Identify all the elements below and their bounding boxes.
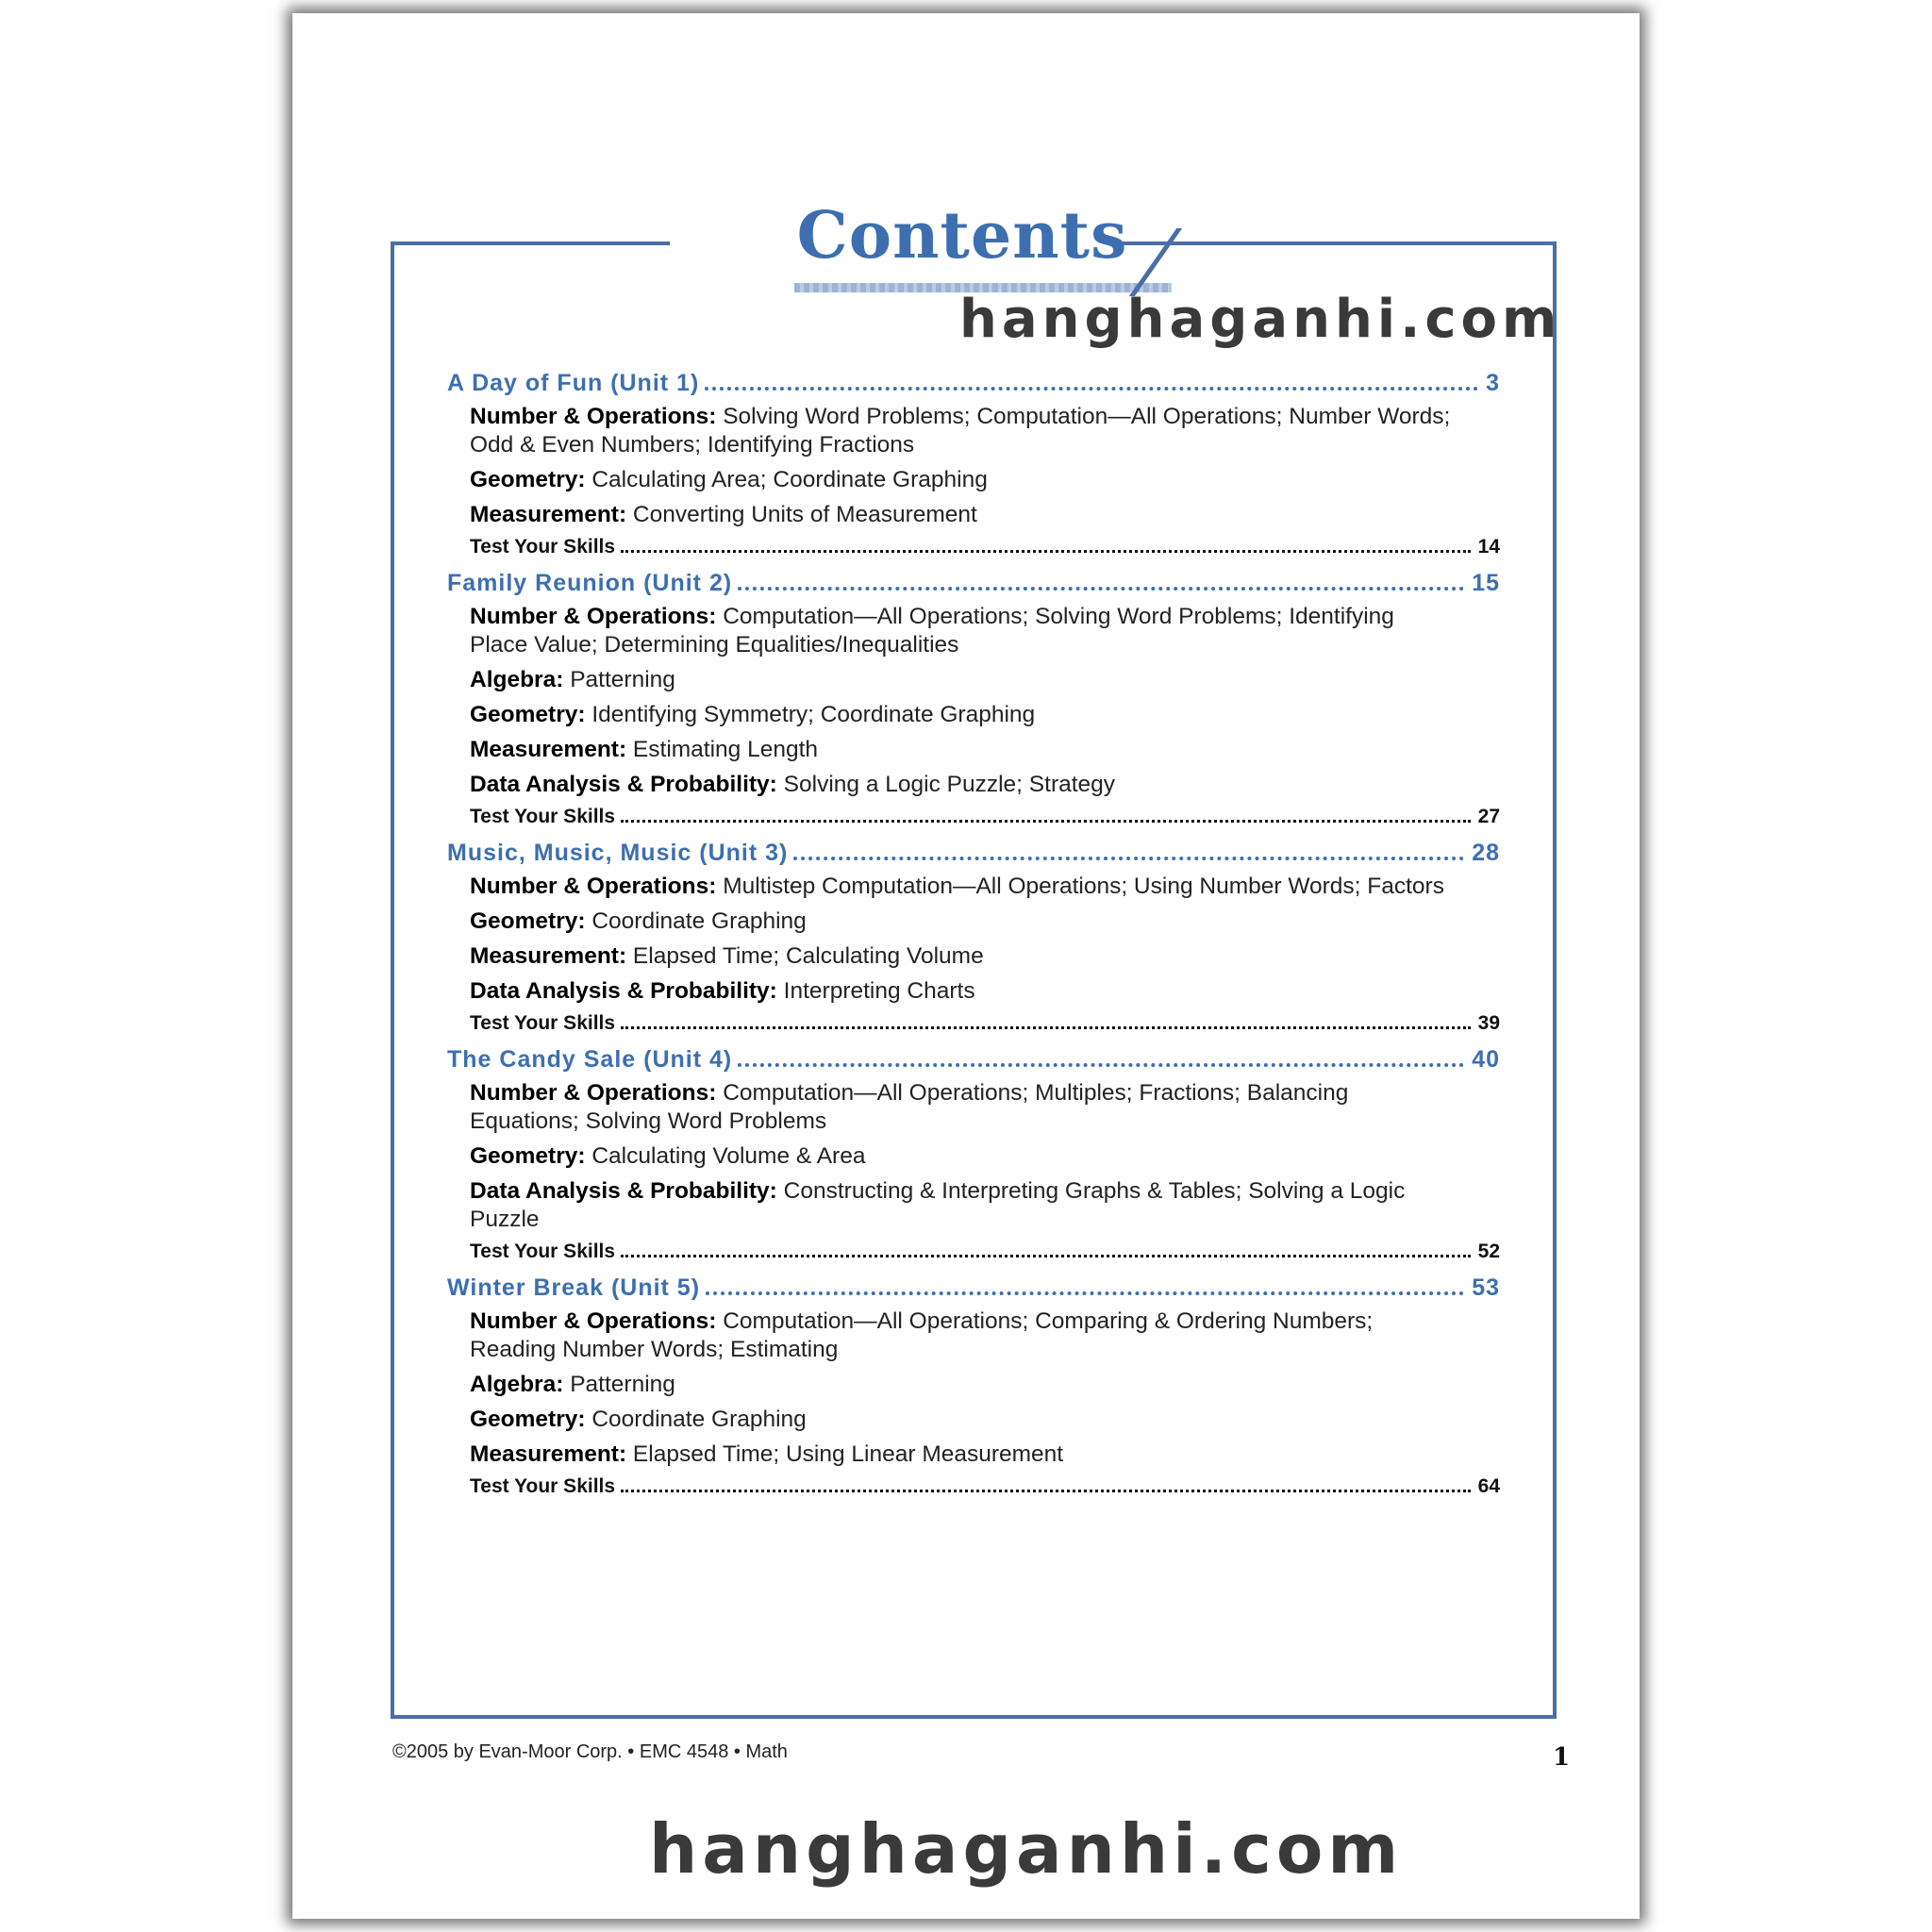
topic-line	[470, 501, 1451, 529]
test-your-skills-entry[interactable]	[447, 1012, 1500, 1035]
unit-topics	[447, 1307, 1451, 1469]
topic-line	[470, 701, 1451, 729]
test-your-skills-entry[interactable]	[447, 1475, 1500, 1498]
topic-line	[470, 1177, 1451, 1234]
watermark-bottom: hanghaganhi.com	[649, 1809, 1404, 1889]
topic-category: Number & Operations:	[470, 1080, 717, 1106]
dot-leader	[738, 587, 1464, 591]
topic-skills: Interpreting Charts	[783, 978, 975, 1004]
copyright-footer: ©2005 by Evan-Moor Corp. • EMC 4548 • Math	[392, 1741, 788, 1762]
topic-line	[470, 1371, 1451, 1399]
topic-skills: Patterning	[570, 667, 675, 692]
topic-skills: Solving Word Problems; Computation—All Operations; Number Words; Odd & Even Numbers; Identifying Fractions	[470, 404, 1451, 458]
unit-topics	[447, 873, 1451, 1006]
topic-skills: Elapsed Time; Calculating Volume	[632, 943, 984, 969]
topic-line	[470, 736, 1451, 764]
test-page-number: 39	[1477, 1012, 1500, 1034]
unit-header[interactable]	[447, 370, 1500, 397]
topic-line	[470, 873, 1451, 901]
dot-leader	[793, 857, 1464, 860]
topic-skills: Computation—All Operations; Comparing & Ordering Numbers; Reading Number Words; Estimating	[470, 1308, 1374, 1362]
topic-skills: Multistep Computation—All Operations; Using Number Words; Factors	[723, 874, 1444, 899]
test-page-number: 64	[1477, 1475, 1500, 1497]
topic-line	[470, 1406, 1451, 1434]
topic-skills: Calculating Area; Coordinate Graphing	[591, 467, 988, 492]
unit-topics	[447, 403, 1451, 529]
topic-category: Number & Operations:	[470, 404, 717, 429]
unit-header[interactable]	[447, 1274, 1500, 1302]
unit-page-number: 40	[1472, 1046, 1500, 1073]
toc-unit	[447, 840, 1500, 1035]
topic-skills: Coordinate Graphing	[591, 908, 807, 934]
test-page-number: 52	[1477, 1241, 1500, 1262]
topic-skills: Constructing & Interpreting Graphs & Tables; Solving a Logic Puzzle	[470, 1178, 1406, 1232]
test-your-skills-entry[interactable]	[447, 1241, 1500, 1263]
page-title: Contents	[796, 198, 1128, 274]
dot-leader	[621, 820, 1471, 823]
table-of-contents	[447, 370, 1500, 1509]
topic-skills: Converting Units of Measurement	[632, 502, 977, 527]
topic-line	[470, 1142, 1451, 1171]
toc-unit	[447, 570, 1500, 828]
unit-topics	[447, 603, 1451, 799]
toc-unit	[447, 370, 1500, 558]
toc-unit	[447, 1046, 1500, 1263]
test-your-skills-entry[interactable]	[447, 536, 1500, 558]
topic-line	[470, 403, 1451, 459]
topic-skills: Computation—All Operations; Solving Word Problems; Identifying Place Value; Determining Equalities/Inequalities	[470, 604, 1394, 658]
test-label: Test Your Skills	[470, 536, 616, 558]
test-label: Test Your Skills	[470, 806, 616, 827]
dot-leader	[621, 1490, 1471, 1492]
topic-line	[470, 1441, 1451, 1469]
unit-title: Winter Break (Unit 5)	[447, 1274, 701, 1301]
toc-unit	[447, 1274, 1500, 1498]
unit-page-number: 3	[1486, 370, 1500, 396]
test-page-number: 14	[1477, 536, 1500, 558]
topic-category: Number & Operations:	[470, 874, 717, 899]
topic-skills: Coordinate Graphing	[591, 1407, 807, 1432]
test-label: Test Your Skills	[470, 1241, 616, 1262]
topic-line	[470, 1079, 1451, 1136]
topic-skills: Calculating Volume & Area	[591, 1143, 866, 1169]
topic-skills: Identifying Symmetry; Coordinate Graphing	[591, 702, 1036, 727]
topic-category: Algebra:	[470, 667, 564, 692]
topic-line	[470, 908, 1451, 936]
topic-line	[470, 603, 1451, 659]
unit-topics	[447, 1079, 1451, 1234]
dot-leader	[738, 1063, 1464, 1067]
topic-line	[470, 942, 1451, 971]
topic-skills: Solving a Logic Puzzle; Strategy	[783, 772, 1116, 797]
dot-leader	[621, 1255, 1471, 1257]
unit-title: Family Reunion (Unit 2)	[447, 570, 733, 596]
topic-category: Geometry:	[470, 908, 586, 934]
topic-skills: Elapsed Time; Using Linear Measurement	[632, 1441, 1064, 1467]
unit-header[interactable]	[447, 840, 1500, 867]
topic-line	[470, 977, 1451, 1006]
test-page-number: 27	[1477, 806, 1500, 827]
unit-title: Music, Music, Music (Unit 3)	[447, 840, 789, 866]
test-label: Test Your Skills	[470, 1475, 616, 1497]
test-your-skills-entry[interactable]	[447, 806, 1500, 828]
unit-header[interactable]	[447, 570, 1500, 597]
topic-category: Measurement:	[470, 737, 627, 762]
unit-page-number: 15	[1472, 570, 1500, 596]
dot-leader	[706, 1291, 1464, 1295]
topic-skills: Estimating Length	[632, 737, 819, 762]
dot-leader	[621, 1026, 1471, 1029]
topic-category: Measurement:	[470, 943, 627, 969]
topic-category: Geometry:	[470, 1407, 586, 1432]
unit-header[interactable]	[447, 1046, 1500, 1074]
topic-category: Algebra:	[470, 1372, 564, 1397]
dot-leader	[621, 550, 1471, 553]
watermark-top: hanghaganhi.com	[959, 289, 1562, 350]
topic-line	[470, 1307, 1451, 1364]
test-label: Test Your Skills	[470, 1012, 616, 1034]
topic-category: Number & Operations:	[470, 1308, 717, 1334]
topic-category: Geometry:	[470, 1143, 586, 1169]
dot-leader	[705, 387, 1478, 391]
topic-category: Data Analysis & Probability:	[470, 772, 777, 797]
topic-line	[470, 466, 1451, 494]
topic-category: Data Analysis & Probability:	[470, 978, 777, 1004]
topic-category: Measurement:	[470, 502, 627, 527]
topic-category: Data Analysis & Probability:	[470, 1178, 777, 1204]
unit-page-number: 53	[1472, 1274, 1500, 1301]
unit-title: The Candy Sale (Unit 4)	[447, 1046, 733, 1073]
topic-skills: Computation—All Operations; Multiples; Fractions; Balancing Equations; Solving Word Problems	[470, 1080, 1349, 1134]
topic-category: Geometry:	[470, 702, 586, 727]
topic-line	[470, 666, 1451, 694]
topic-line	[470, 771, 1451, 799]
topic-category: Geometry:	[470, 467, 586, 492]
unit-title: A Day of Fun (Unit 1)	[447, 370, 700, 396]
topic-category: Number & Operations:	[470, 604, 717, 629]
page-number: 1	[1553, 1743, 1571, 1772]
topic-category: Measurement:	[470, 1441, 627, 1467]
topic-skills: Patterning	[570, 1372, 675, 1397]
unit-page-number: 28	[1472, 840, 1500, 866]
